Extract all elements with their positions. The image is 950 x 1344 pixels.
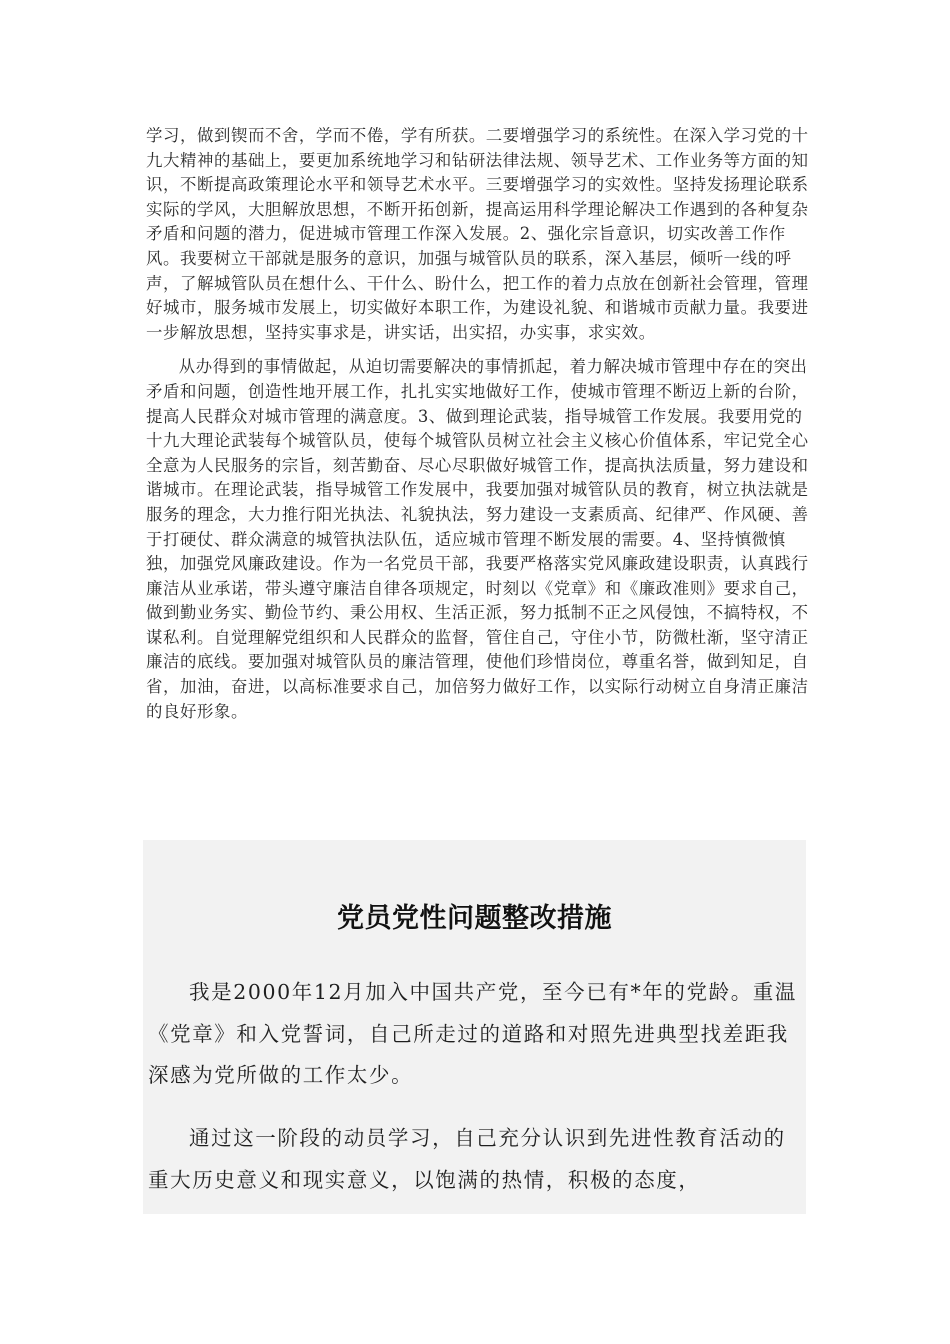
- document-body-upper: [146, 124, 814, 724]
- body-paragraph: 我是2000年12月加入中国共产党，至今已有*年的党龄。重温《党章》和入党誓词，自己所走过的道路和对照先进典型找差距我深感为党所做的工作太少。: [148, 980, 798, 1087]
- section-title: 党员党性问题整改措施: [337, 903, 612, 934]
- body-paragraph: 从办得到的事情做起，从迫切需要解决的事情抓起，着力解决城市管理中存在的突出矛盾和问题，创造性地开展工作，扎扎实实地做好工作，使城市管理不断迈上新的台阶，提高人民群众对城市管理的满意度。3、做到理论武装，指导城管工作发展。我要用党的十九大理论武装每个城管队员，使每个城管队员树立社会主义核心价值体系，牢记党全心全意为人民服务的宗旨，刻苦勤奋、尽心尽职做好城管工作，提高执法质量，努力建设和谐城市。在理论武装，指导城管工作发展中，我要加强对城管队员的教育，树立执法就是服务的理念，大力推行阳光执法、礼貌执法，努力建设一支素质高、纪律严、作风硬、善于打硬仗、群众满意的城管执法队伍，适应城市管理不断发展的需要。4、坚持慎微慎独，加强党风廉政建设。作为一名党员干部，我要严格落实党风廉政建设职责，认真践行廉洁从业承诺，带头遵守廉洁自律各项规定，时刻以《党章》和《廉政准则》要求自己，做到勤业务实、勤俭节约、秉公用权、生活正派，努力抵制不正之风侵蚀，不搞特权，不谋私利。自觉理解党组织和人民群众的监督，管住自己，守住小节，防微杜渐，坚守清正廉洁的底线。要加强对城管队员的廉洁管理，使他们珍惜岗位，尊重名誉，做到知足，自省，加油，奋进，以高标准要求自己，加倍努力做好工作，以实际行动树立自身清正廉洁的良好形象。: [146, 357, 809, 721]
- body-paragraph: 通过这一阶段的动员学习，自己充分认识到先进性教育活动的重大历史意义和现实意义，以饱满的热情，积极的态度，: [148, 1126, 786, 1192]
- document-section-panel: [143, 840, 806, 1214]
- body-paragraph: 学习，做到锲而不舍，学而不倦，学有所获。二要增强学习的系统性。在深入学习党的十九大精神的基础上，要更加系统地学习和钻研法律法规、领导艺术、工作业务等方面的知识，不断提高政策理论水平和领导艺术水平。三要增强学习的实效性。坚持发扬理论联系实际的学风，大胆解放思想，不断开拓创新，提高运用科学理论解决工作遇到的各种复杂矛盾和问题的潜力，促进城市管理工作深入发展。2、强化宗旨意识，切实改善工作作风。我要树立干部就是服务的意识，加强与城管队员的联系，深入基层，倾听一线的呼声，了解城管队员在想什么、干什么、盼什么，把工作的着力点放在创新社会管理，管理好城市，服务城市发展上，切实做好本职工作，为建设礼貌、和谐城市贡献力量。我要进一步解放思想，坚持实事求是，讲实话，出实招，办实事，求实效。: [146, 126, 809, 342]
